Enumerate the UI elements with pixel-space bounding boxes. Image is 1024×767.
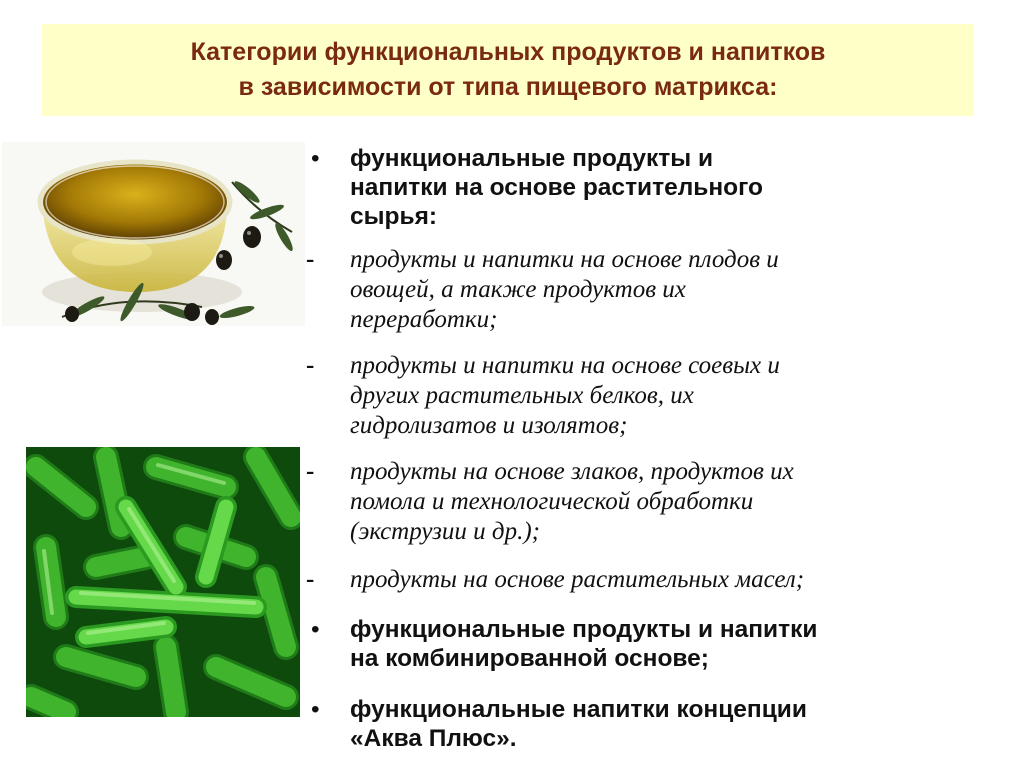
item-line: напитки на основе растительного xyxy=(350,174,763,201)
item-line: овощей, а также продуктов их xyxy=(350,276,686,303)
title-line-2: в зависимости от типа пищевого матрикса: xyxy=(238,73,778,101)
item-line: на комбинированной основе; xyxy=(350,645,709,672)
slide-title xyxy=(42,24,974,116)
dash-marker: - xyxy=(306,566,315,593)
item-line: помола и технологической обработки xyxy=(350,488,754,515)
content-list xyxy=(306,144,996,753)
bacteria-image xyxy=(26,447,300,717)
item-line: «Аква Плюс». xyxy=(350,725,517,752)
list-item-dash-cereals xyxy=(306,457,996,547)
item-line: (экструзии и др.); xyxy=(350,518,540,545)
list-item-dash-fruits-vegetables xyxy=(306,245,996,335)
item-line: функциональные продукты и xyxy=(350,145,714,172)
item-line: функциональные продукты и напитки xyxy=(350,616,818,643)
title-line-1: Категории функциональных продуктов и напитков xyxy=(190,38,826,66)
item-line: продукты и напитки на основе соевых и xyxy=(350,352,780,379)
item-line: других растительных белков, их xyxy=(350,382,694,409)
item-line: продукты и напитки на основе плодов и xyxy=(350,246,779,273)
list-item-bullet-aqua-plus xyxy=(306,695,996,753)
item-line: переработки; xyxy=(350,306,498,333)
olive-oil-image xyxy=(2,142,305,326)
list-item-bullet-combined xyxy=(306,615,996,673)
item-line: функциональные напитки концепции xyxy=(350,696,807,723)
dash-marker: - xyxy=(306,458,315,485)
item-line: сырья: xyxy=(350,203,438,230)
bullet-marker: • xyxy=(311,145,320,172)
bullet-marker: • xyxy=(311,696,320,723)
item-line: продукты на основе растительных масел; xyxy=(350,566,805,593)
bullet-marker: • xyxy=(311,616,320,643)
item-line: гидролизатов и изолятов; xyxy=(350,412,628,439)
list-item-bullet-plant-based xyxy=(306,144,996,231)
item-line: продукты на основе злаков, продуктов их xyxy=(350,458,794,485)
list-item-dash-vegetable-oils xyxy=(306,565,996,595)
dash-marker: - xyxy=(306,352,315,379)
list-item-dash-soy-proteins xyxy=(306,351,996,441)
dash-marker: - xyxy=(306,246,315,273)
